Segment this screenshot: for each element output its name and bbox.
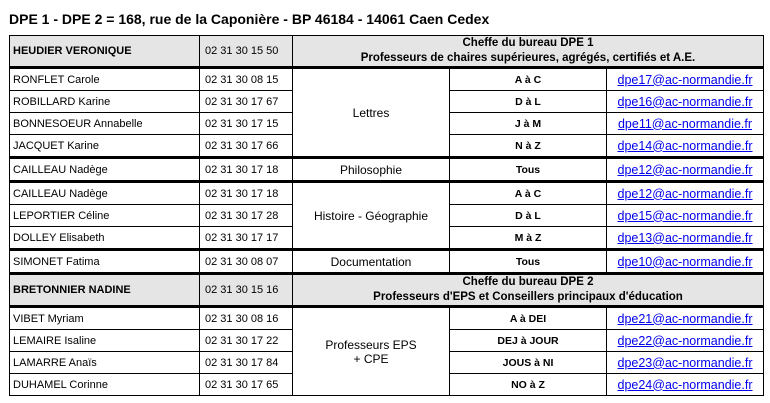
email-cell (607, 250, 764, 274)
subject-cell: Histoire - Géographie (293, 182, 450, 250)
agent-name: ROBILLARD Karine (10, 91, 200, 113)
letter-range: A à C (450, 182, 607, 205)
chef-phone: 02 31 30 15 50 (200, 36, 293, 68)
email-link[interactable]: dpe12@ac-normandie.fr (617, 186, 753, 201)
bureau-header-row (10, 36, 764, 68)
email-cell (607, 68, 764, 91)
agent-name: JACQUET Karine (10, 135, 200, 158)
agent-name: VIBET Myriam (10, 307, 200, 330)
email-cell (607, 352, 764, 374)
agent-phone: 02 31 30 17 18 (200, 182, 293, 205)
email-cell (607, 135, 764, 158)
letter-range: D à L (450, 205, 607, 227)
letter-range: N à Z (450, 135, 607, 158)
letter-range: M à Z (450, 227, 607, 250)
subject-cell: Documentation (293, 250, 450, 274)
email-link[interactable]: dpe11@ac-normandie.fr (617, 116, 753, 131)
chef-name: BRETONNIER NADINE (10, 274, 200, 307)
email-link[interactable]: dpe16@ac-normandie.fr (617, 94, 753, 109)
email-link[interactable]: dpe22@ac-normandie.fr (617, 333, 753, 348)
agent-phone: 02 31 30 17 84 (200, 352, 293, 374)
bureau-title: Cheffe du bureau DPE 1 (462, 37, 594, 49)
letter-range: Tous (450, 158, 607, 182)
email-link[interactable]: dpe23@ac-normandie.fr (617, 355, 753, 370)
agent-phone: 02 31 30 17 17 (200, 227, 293, 250)
agent-phone: 02 31 30 17 67 (200, 91, 293, 113)
subject-cell: Philosophie (293, 158, 450, 182)
agent-phone: 02 31 30 17 66 (200, 135, 293, 158)
email-cell (607, 205, 764, 227)
email-link[interactable]: dpe24@ac-normandie.fr (617, 377, 753, 392)
agent-name: RONFLET Carole (10, 68, 200, 91)
email-cell (607, 227, 764, 250)
bureau-scope: Professeurs de chaires supérieures, agrégés, certifiés et A.E. (360, 52, 696, 64)
bureau-info (293, 36, 764, 68)
email-cell (607, 307, 764, 330)
letter-range: A à C (450, 68, 607, 91)
email-link[interactable]: dpe21@ac-normandie.fr (617, 311, 753, 326)
agent-phone: 02 31 30 17 15 (200, 113, 293, 135)
table-row (10, 182, 764, 205)
subject-cell: Lettres (293, 68, 450, 158)
bureau-header-row (10, 274, 764, 307)
email-link[interactable]: dpe10@ac-normandie.fr (617, 254, 753, 269)
email-cell (607, 113, 764, 135)
email-cell (607, 374, 764, 396)
agent-name: SIMONET Fatima (10, 250, 200, 274)
agent-name: LAMARRE Anaïs (10, 352, 200, 374)
email-link[interactable]: dpe17@ac-normandie.fr (617, 72, 753, 87)
letter-range: J à M (450, 113, 607, 135)
letter-range: D à L (450, 91, 607, 113)
agent-name: BONNESOEUR Annabelle (10, 113, 200, 135)
agent-name: CAILLEAU Nadège (10, 182, 200, 205)
table-row (10, 307, 764, 330)
agent-phone: 02 31 30 08 07 (200, 250, 293, 274)
agent-phone: 02 31 30 08 16 (200, 307, 293, 330)
agent-phone: 02 31 30 17 65 (200, 374, 293, 396)
email-link[interactable]: dpe15@ac-normandie.fr (617, 208, 753, 223)
letter-range: DEJ à JOUR (450, 330, 607, 352)
bureau-title: Cheffe du bureau DPE 2 (462, 276, 594, 288)
agent-name: DUHAMEL Corinne (10, 374, 200, 396)
letter-range: JOUS à NI (450, 352, 607, 374)
contact-table (9, 35, 764, 396)
agent-name: LEPORTIER Céline (10, 205, 200, 227)
letter-range: Tous (450, 250, 607, 274)
letter-range: A à DEI (450, 307, 607, 330)
email-cell (607, 158, 764, 182)
email-cell (607, 91, 764, 113)
agent-phone: 02 31 30 17 18 (200, 158, 293, 182)
page-title: DPE 1 - DPE 2 = 168, rue de la Caponière - BP 46184 - 14061 Caen Cedex (9, 11, 490, 27)
table-row (10, 158, 764, 182)
email-link[interactable]: dpe12@ac-normandie.fr (617, 162, 753, 177)
subject-eps: Professeurs EPS (325, 337, 417, 352)
email-cell (607, 330, 764, 352)
agent-phone: 02 31 30 08 15 (200, 68, 293, 91)
bureau-info (293, 274, 764, 307)
agent-name: LEMAIRE Isaline (10, 330, 200, 352)
agent-phone: 02 31 30 17 28 (200, 205, 293, 227)
subject-cpe: + CPE (353, 351, 389, 366)
email-cell (607, 182, 764, 205)
agent-name: CAILLEAU Nadège (10, 158, 200, 182)
letter-range: NO à Z (450, 374, 607, 396)
agent-phone: 02 31 30 17 22 (200, 330, 293, 352)
email-link[interactable]: dpe14@ac-normandie.fr (617, 138, 753, 153)
bureau-scope: Professeurs d'EPS et Conseillers principaux d'éducation (373, 291, 683, 303)
table-row (10, 68, 764, 91)
table-row (10, 250, 764, 274)
chef-phone: 02 31 30 15 16 (200, 274, 293, 307)
email-link[interactable]: dpe13@ac-normandie.fr (617, 230, 753, 245)
agent-name: DOLLEY Elisabeth (10, 227, 200, 250)
chef-name: HEUDIER VERONIQUE (10, 36, 200, 68)
subject-cell (293, 307, 450, 396)
